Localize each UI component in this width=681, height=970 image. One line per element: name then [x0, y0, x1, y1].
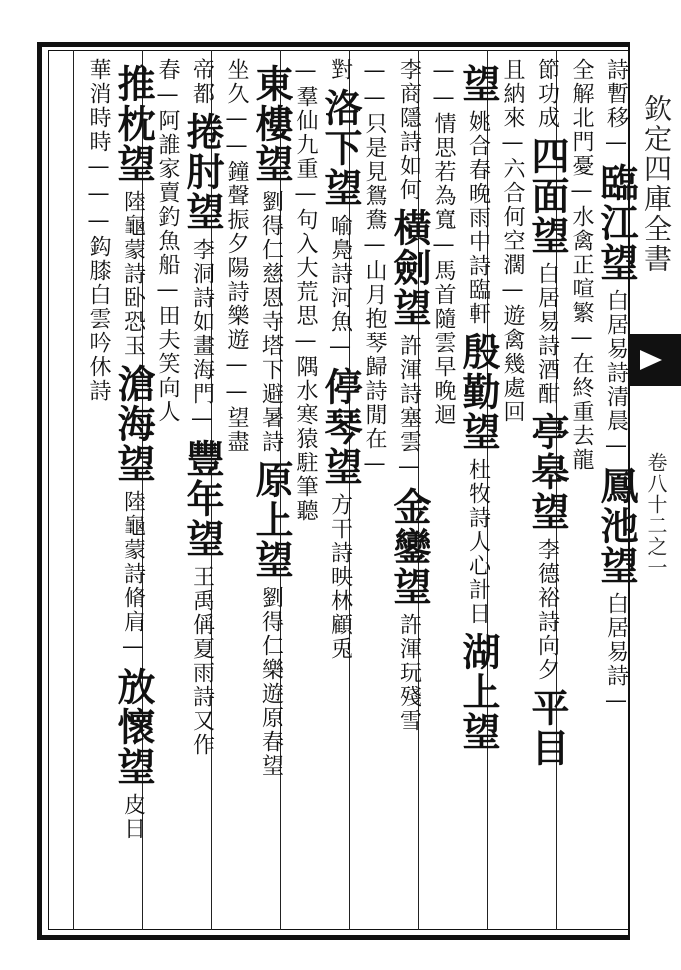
annotation-text: 方干詩映林顧兎 [327, 493, 353, 661]
entry-heading: 原上望 [248, 460, 294, 580]
annotation-text: 許渾詩塞雲— [396, 334, 422, 481]
annotation-text: 許渾玩殘雪 [396, 613, 422, 733]
annotation-text: —馬首隨雲早晚迴 [431, 232, 457, 427]
entry-heading: 四面望 [524, 136, 570, 256]
annotation-text: —羣仙九重 [293, 58, 319, 181]
annotation-text: 杜牧詩人心計日 [465, 458, 491, 626]
annotation-text: 姚合春晚雨中詩臨軒 [465, 110, 491, 326]
annotation-text: 陸龜蒙詩脩肩— [120, 490, 146, 661]
annotation-text: 坐久— [224, 58, 250, 133]
annotation-text: 詩閒在— [362, 379, 388, 478]
annotation-text: 白居易詩— [603, 592, 629, 715]
entry-heading: 滄海望 [110, 364, 156, 484]
entry-heading: 臨江望 [593, 163, 639, 283]
entry-heading: 東樓望 [248, 64, 294, 184]
entry-heading: 亭皋望 [524, 412, 570, 532]
entry-heading: 金鑾望 [386, 487, 432, 607]
volume-label: 卷八十二之一 [644, 452, 668, 578]
annotation-text: —隅水寒猿駐筆聽 [293, 328, 319, 523]
annotation-text: 李洞詩如畫海門— [189, 238, 215, 433]
annotation-text: 劉得仁慈恩寺塔下避暑詩 [258, 190, 284, 454]
entry-heading: 洛下望 [317, 88, 363, 208]
annotation-text: 對 [327, 58, 353, 82]
annotation-text: 休詩 [86, 355, 112, 403]
annotation-text: —鈎膝白雲吟 [86, 208, 112, 355]
annotation-text: 李德裕詩向夕 [534, 538, 560, 682]
annotation-text: 皮日 [120, 793, 146, 841]
annotation-text: 詩樂遊— [224, 280, 250, 379]
annotation-text: —望盡 [224, 379, 250, 454]
entry-heading: 殷勤望 [455, 332, 501, 452]
annotation-text: 節功成 [534, 58, 560, 130]
annotation-text: —阿誰家賣釣魚船 [155, 82, 181, 277]
entry-heading: 捲肘望 [179, 112, 225, 232]
annotation-text: —鐘聲振夕陽 [224, 133, 250, 280]
entry-heading: 放懷望 [110, 667, 156, 787]
annotation-text: 王禹偁夏雨詩又作 [189, 565, 215, 757]
annotation-text: ——情思若為寬 [431, 58, 457, 232]
annotation-text: 劉得仁樂遊原春望 [258, 586, 284, 778]
entry-heading: 望 [455, 64, 501, 104]
annotation-text: 白居易詩清晨— [603, 289, 629, 460]
entry-heading: 推枕望 [110, 64, 156, 184]
book-title: 欽定四庫全書 [640, 94, 673, 274]
annotation-text: —句入大荒思 [293, 181, 319, 328]
annotation-text: 白居易詩酒酣 [534, 262, 560, 406]
annotation-text: —遊禽幾處回 [500, 277, 526, 424]
annotation-text: —在終重去龍 [569, 325, 595, 472]
annotation-text: 春 [155, 58, 181, 82]
entry-heading: 平目 [524, 688, 570, 768]
annotation-text: 華消時時—— [86, 58, 112, 208]
annotation-text: —六合何空濶 [500, 130, 526, 277]
annotation-text: 喻鳧詩河魚— [327, 214, 353, 361]
annotation-text: —田夫笑向人 [155, 277, 181, 424]
annotation-text: 陸龜蒙詩卧恐玉 [120, 190, 146, 358]
text-column-16 [75, 58, 123, 918]
annotation-text: —山月抱琴歸 [362, 232, 388, 379]
annotation-text: ——只是見鴛鴦 [362, 58, 388, 232]
annotation-text: 且納來 [500, 58, 526, 130]
entry-heading: 豐年望 [179, 439, 225, 559]
entry-heading: 橫劍望 [386, 208, 432, 328]
annotation-text: 詩暫移— [603, 58, 629, 157]
column-rule [73, 50, 74, 930]
entry-heading: 湖上望 [455, 632, 501, 752]
annotation-text: 全解北門憂 [569, 58, 595, 178]
annotation-text: 李商隱詩如何 [396, 58, 422, 202]
entry-heading: 鳳池望 [593, 466, 639, 586]
annotation-text: 帝都 [189, 58, 215, 106]
annotation-text: —水禽正喧繁 [569, 178, 595, 325]
entry-heading: 停琴望 [317, 367, 363, 487]
